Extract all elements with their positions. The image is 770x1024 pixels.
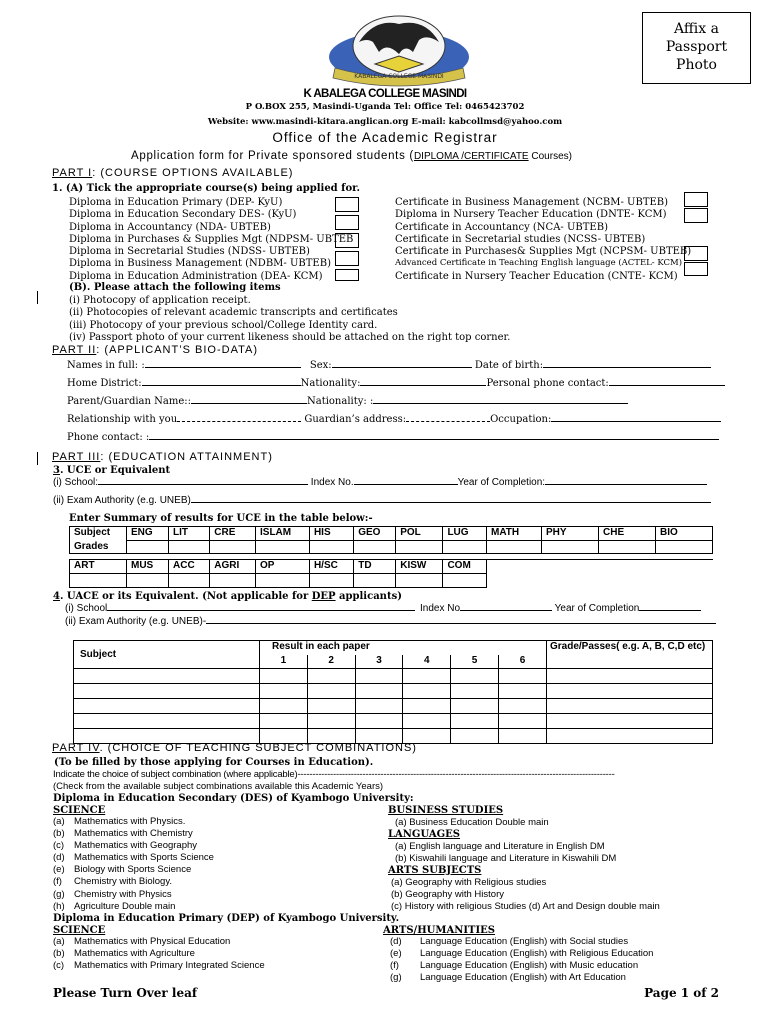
uce-cell: MATH (487, 527, 542, 541)
arts-heading: ARTS SUBJECTS (388, 865, 482, 876)
uace-num: 4 (53, 591, 60, 602)
uce-num: 3 (53, 465, 60, 476)
uace-header-row (74, 641, 713, 655)
index-field[interactable] (354, 484, 458, 485)
uace-year-label: Year of Completion (554, 603, 640, 614)
uce-cell: CHE (599, 527, 656, 541)
part1-heading-a: PART I (52, 167, 93, 179)
paper-number: 2 (307, 655, 355, 669)
item-text: Chemistry with Biology. (74, 876, 173, 888)
item-key: (f) (390, 960, 399, 972)
part1-heading-b: : (COURSE OPTIONS AVAILABLE) (92, 167, 294, 179)
item-key: (h) (53, 900, 65, 912)
combination-item (53, 961, 265, 973)
exam-field[interactable] (191, 502, 711, 503)
uce-cell: KISW (396, 560, 443, 574)
grade-cell[interactable] (396, 574, 443, 588)
uace-subject-header (74, 641, 260, 669)
paper-number: 4 (403, 655, 451, 669)
exam-label: (ii) Exam Authority (e.g. UNEB) (53, 495, 191, 506)
year-label: Year of Completion: (457, 477, 546, 488)
grade-cell[interactable] (169, 541, 210, 554)
part2-heading (52, 345, 258, 356)
guardian-address-field[interactable] (406, 421, 490, 422)
language-item: (a) English language and Literature in English DM (395, 841, 605, 852)
course-option: Certificate in Nursery Teacher Education (CNTE- KCM) (395, 270, 678, 282)
item-text: Mathematics with Sports Science (74, 852, 214, 864)
attach-heading: (B). Please attach the following items (69, 282, 281, 293)
des-science-list (53, 817, 214, 914)
phone-row (67, 433, 719, 443)
college-logo (315, 12, 483, 90)
part4-heading (52, 743, 417, 754)
arts-humanities-list (390, 937, 653, 985)
guardian-nationality-field[interactable] (373, 403, 628, 404)
item-key: (d) (390, 936, 402, 947)
grade-cell[interactable] (256, 541, 310, 554)
part4-check: (Check from the available subject combinations available this Academic Years) (53, 781, 384, 792)
left-course-list (69, 198, 353, 284)
item-key: (a) (53, 816, 65, 827)
grade-cell[interactable] (210, 541, 256, 554)
names-row (67, 361, 711, 371)
item-text: Chemistry with Physics (74, 888, 172, 900)
occupation-field[interactable] (551, 421, 721, 422)
grade-cell[interactable] (169, 574, 210, 588)
course-option: Diploma in Nursery Teacher Education (DNTE- KCM) (395, 209, 667, 221)
attach-item: (i) Photocopy of application receipt. (69, 295, 251, 306)
business-item: (a) Business Education Double main (395, 817, 549, 828)
uce-cell: PHY (542, 527, 599, 541)
uce-subject-row-2 (70, 560, 713, 574)
uce-cell: GEO (354, 527, 396, 541)
uace-input-row[interactable] (74, 684, 713, 699)
uace-heading-c: applicants) (335, 591, 402, 602)
grade-cell[interactable] (542, 541, 599, 554)
item-key: (g) (390, 972, 402, 984)
part4-note: (To be filled by those applying for Courses in Education). (54, 757, 374, 768)
uce-cell: H/SC (309, 560, 353, 574)
dep-science-list (53, 937, 265, 973)
course-option: Certificate in Business Management (NCBM- UBTEB) (395, 197, 669, 208)
margin-mark (37, 452, 38, 465)
item-text: Mathematics with Chemistry (74, 828, 193, 840)
item-key: (c) (53, 960, 65, 972)
personal-phone-field[interactable] (609, 385, 725, 386)
part2-heading-a: PART II (52, 344, 97, 356)
course-option: Diploma in Education Primary (DEP- KyU) (69, 197, 283, 208)
uce-heading (53, 466, 170, 476)
form-title-a: Application form for Private sponsored students ( (131, 150, 414, 162)
guardian-address-label: Guardian’s address: (304, 414, 407, 425)
uce-grades-row (70, 541, 713, 554)
uace-index-label: Index No (420, 603, 461, 614)
guardian-row (67, 397, 628, 407)
uace-heading-b: DEP (311, 591, 336, 602)
item-text: Language Education (English) with Social studies (420, 936, 629, 947)
languages-heading: LANGUAGES (388, 829, 461, 840)
uace-year-field[interactable] (639, 610, 701, 611)
footer-page-number: Page 1 of 2 (644, 986, 719, 1000)
dep-heading: Diploma in Education Primary (DEP) of Kyambogo University. (53, 913, 400, 924)
sex-label: Sex: (309, 360, 332, 371)
school-field[interactable] (98, 484, 308, 485)
part1-heading (52, 168, 293, 179)
school-label: (i) School: (53, 477, 99, 488)
uce-cell: Subject (70, 527, 127, 541)
uce-exam-row (53, 496, 711, 506)
uace-input-row[interactable] (74, 699, 713, 714)
item-text: Biology with Sports Science (74, 864, 192, 876)
course-option: Advanced Certificate in Teaching English language (ACTEL- KCM) (395, 258, 683, 269)
course-option: Diploma in Education Secondary DES- (KyU) (69, 209, 297, 221)
course-checkbox[interactable] (684, 246, 708, 261)
phone-label: Phone contact: : (67, 432, 150, 443)
item-text: Mathematics with Agriculture (74, 948, 195, 960)
course-checkbox[interactable] (684, 192, 708, 207)
relationship-label: Relationship with you (67, 414, 178, 425)
nationality2-label: Nationality: : (306, 396, 374, 407)
uce-cell: TD (354, 560, 396, 574)
uace-exam-row (65, 617, 716, 627)
college-address: P O.BOX 255, Masindi-Uganda Tel: Office Tel: 0465423702 (245, 102, 525, 112)
right-course-list (395, 198, 691, 284)
grade-cell[interactable] (256, 574, 310, 588)
subject-label: Subject (80, 649, 117, 660)
uace-heading (53, 592, 402, 602)
result-label: Result in each paper (272, 641, 370, 652)
form-title-c: Courses) (528, 151, 572, 162)
sex-field[interactable] (332, 367, 472, 368)
relationship-row (67, 415, 721, 425)
grade-header (547, 641, 713, 669)
course-checkbox[interactable] (684, 262, 708, 276)
grade-cell[interactable] (443, 541, 487, 554)
item-key: (c) (53, 840, 65, 852)
arts-item: (c) History with religious Studies (d) Art and Design double main (391, 901, 660, 912)
item-key: (f) (53, 876, 62, 888)
uce-cell: MUS (127, 560, 169, 574)
combination-item (390, 973, 653, 985)
uce-cell: ENG (127, 527, 169, 541)
office-title: Office of the Academic Registrar (272, 130, 498, 145)
relationship-field[interactable] (177, 421, 301, 422)
uce-cell: HIS (309, 527, 353, 541)
course-checkbox[interactable] (335, 269, 359, 281)
grades-label: Grades (70, 541, 127, 554)
language-item: (b) Kiswahili language and Literature in Kiswahili DM (395, 853, 617, 864)
uce-school-row (53, 478, 707, 488)
grade-cell[interactable] (656, 541, 713, 554)
paper-number: 3 (355, 655, 403, 669)
uce-subject-row (70, 527, 713, 541)
footer-turn-over: Please Turn Over leaf (53, 986, 198, 1000)
photo-box-line3: Photo (676, 57, 717, 73)
uace-input-row[interactable] (74, 669, 713, 684)
part3-heading-b: : (EDUCATION ATTAINMENT) (100, 451, 273, 463)
part3-heading-a: PART III (52, 451, 101, 463)
arts-humanities-heading: ARTS/HUMANITIES (383, 925, 495, 936)
occupation-label: Occupation: (490, 414, 552, 425)
nationality-field[interactable] (360, 385, 486, 386)
item-key: (e) (390, 948, 402, 960)
course-option: Diploma in Education Administration (DEA- KCM) (69, 270, 323, 282)
home-row (67, 379, 725, 389)
part4-heading-b: . (CHOICE OF TEACHING SUBJECT COMBINATIONS) (99, 742, 417, 754)
arts-item: (b) Geography with History (391, 889, 504, 900)
part1-instruction: 1. (A) Tick the appropriate course(s) being applied for. (52, 183, 360, 194)
paper-number: 6 (498, 655, 546, 669)
phone-field[interactable] (149, 439, 719, 440)
dob-label: Date of birth: (474, 360, 544, 371)
combination-item (53, 902, 214, 914)
item-key: (g) (53, 888, 65, 900)
guardian-field[interactable] (191, 403, 307, 404)
home-label: Home District: (67, 378, 142, 389)
course-option: Certificate in Secretarial studies (NCSS- UBTEB) (395, 233, 646, 245)
uce-cell: ART (70, 560, 127, 574)
uace-exam-label: (ii) Exam Authority (e.g. UNEB)- (65, 616, 207, 627)
uce-grades-row-2 (70, 574, 713, 588)
margin-mark (37, 291, 38, 304)
uce-cell: OP (256, 560, 310, 574)
uace-school-label: (i) School (65, 603, 108, 614)
form-title (131, 151, 572, 163)
uce-results-table (69, 526, 713, 588)
college-name: K ABALEGA COLLEGE MASINDI (303, 88, 467, 100)
attach-list (69, 296, 510, 345)
item-key: (e) (53, 864, 65, 876)
photo-box-line1: Affix a (674, 21, 719, 37)
business-heading: BUSINESS STUDIES (388, 805, 504, 816)
grade-cell[interactable] (309, 541, 353, 554)
grade-cell[interactable] (210, 574, 256, 588)
names-label: Names in full: : (67, 360, 145, 371)
grade-cell[interactable] (396, 541, 443, 554)
course-option: Diploma in Purchases & Supplies Mgt (NDPSM- UBTEB (69, 233, 354, 245)
uce-cell: CRE (210, 527, 256, 541)
course-checkbox[interactable] (335, 197, 359, 212)
uace-heading-a: . UACE or its Equivalent. (Not applicable for (59, 591, 312, 602)
uace-school-field[interactable] (107, 610, 415, 611)
grade-cell[interactable] (70, 574, 127, 588)
science2-heading: SCIENCE (53, 925, 106, 936)
course-option: Diploma in Secretarial Studies (NDSS- UBTEB) (69, 246, 310, 258)
course-checkbox[interactable] (335, 215, 359, 230)
part4-indicate: Indicate the choice of subject combination (where applicable)----------------------------------------------------------------------------------------------------------- (53, 769, 615, 780)
course-checkbox[interactable] (684, 208, 708, 223)
item-text: Mathematics with Physical Education (74, 936, 231, 947)
item-key: (a) (53, 936, 65, 947)
phone-personal-label: Personal phone contact: (486, 378, 609, 389)
uce-cell: LUG (443, 527, 487, 541)
course-option: Certificate in Accountancy (NCA- UBTEB) (395, 221, 608, 233)
paper-number: 5 (451, 655, 499, 669)
part2-heading-b: : (APPLICANT’S BIO-DATA) (96, 344, 259, 356)
item-text: Mathematics with Geography (74, 840, 198, 852)
item-text: Language Education (English) with Music education (420, 960, 639, 972)
course-option: Certificate in Purchases& Supplies Mgt (NCPSM- UBTEB) (395, 246, 692, 258)
uce-cell: BIO (656, 527, 713, 541)
index-label: Index No. (310, 477, 354, 488)
item-key: (b) (53, 948, 65, 960)
uce-cell: POL (396, 527, 443, 541)
uace-exam-field[interactable] (206, 623, 716, 624)
uce-cell: ISLAM (256, 527, 310, 541)
attach-item: (ii) Photocopies of relevant academic transcripts and certificates (69, 307, 398, 319)
passport-photo-box (642, 12, 751, 84)
item-text: Language Education (English) with Religious Education (420, 948, 654, 960)
home-field[interactable] (142, 385, 301, 386)
item-key: (b) (53, 828, 65, 840)
arts-item: (a) Geography with Religious studies (391, 877, 547, 888)
year-field[interactable] (545, 484, 707, 485)
part3-heading (52, 452, 273, 463)
attach-item: (iv) Passport photo of your current likeness should be attached on the right top corner. (69, 331, 511, 343)
nationality-label: Nationality: (300, 378, 361, 389)
uce-cell: ACC (169, 560, 210, 574)
course-option: Diploma in Business Management (NDBM- UBTEB) (69, 258, 331, 270)
item-text: Mathematics with Physics. (74, 816, 186, 827)
result-header (260, 641, 547, 655)
grade-cell[interactable] (354, 574, 396, 588)
uace-school-row (65, 604, 701, 614)
item-text: Agriculture Double main (74, 900, 176, 912)
grade-cell[interactable] (127, 541, 169, 554)
item-text: Mathematics with Primary Integrated Science (74, 960, 265, 972)
grade-cell[interactable] (443, 574, 487, 588)
uce-cell: COM (443, 560, 487, 574)
logo-banner-text: KABALEGA COLLEGE MASINDI (354, 73, 444, 80)
item-key: (d) (53, 852, 65, 864)
grade-cell[interactable] (127, 574, 169, 588)
grade-label: Grade/Passes( e.g. A, B, C,D etc) (550, 641, 706, 652)
course-option: Diploma in Accountancy (NDA- UBTEB) (69, 221, 271, 233)
college-website: Website: www.masindi-kitara.anglican.org E-mail: kabcollmsd@yahoo.com (207, 117, 563, 127)
grade-cell[interactable] (487, 541, 542, 554)
science-heading: SCIENCE (53, 805, 106, 816)
attach-item: (iii) Photocopy of your previous school/College Identity card. (69, 319, 378, 331)
dob-field[interactable] (543, 367, 711, 368)
course-checkbox[interactable] (335, 251, 359, 266)
photo-box-line2: Passport (665, 39, 728, 55)
uce-cell: AGRI (210, 560, 256, 574)
grade-cell[interactable] (309, 574, 353, 588)
paper-number: 1 (260, 655, 308, 669)
form-title-b: DIPLOMA /CERTIFICATE (413, 151, 529, 162)
summary-label: Enter Summary of results for UCE in the table below:- (69, 513, 373, 524)
item-text: Language Education (English) with Art Education (420, 972, 626, 984)
names-field[interactable] (145, 367, 301, 368)
uace-results-table (73, 640, 713, 744)
part4-heading-a: PART IV (52, 742, 100, 754)
uce-heading-text: . UCE or Equivalent (59, 465, 171, 476)
uace-input-row[interactable] (74, 714, 713, 729)
grade-cell[interactable] (354, 541, 396, 554)
guardian-label: Parent/Guardian Name:: (67, 396, 191, 407)
grade-cell[interactable] (599, 541, 656, 554)
uace-index-field[interactable] (460, 610, 552, 611)
uce-cell: LIT (169, 527, 210, 541)
des-heading: Diploma in Education Secondary (DES) of Kyambogo University: (53, 793, 414, 804)
course-checkbox[interactable] (335, 233, 359, 248)
